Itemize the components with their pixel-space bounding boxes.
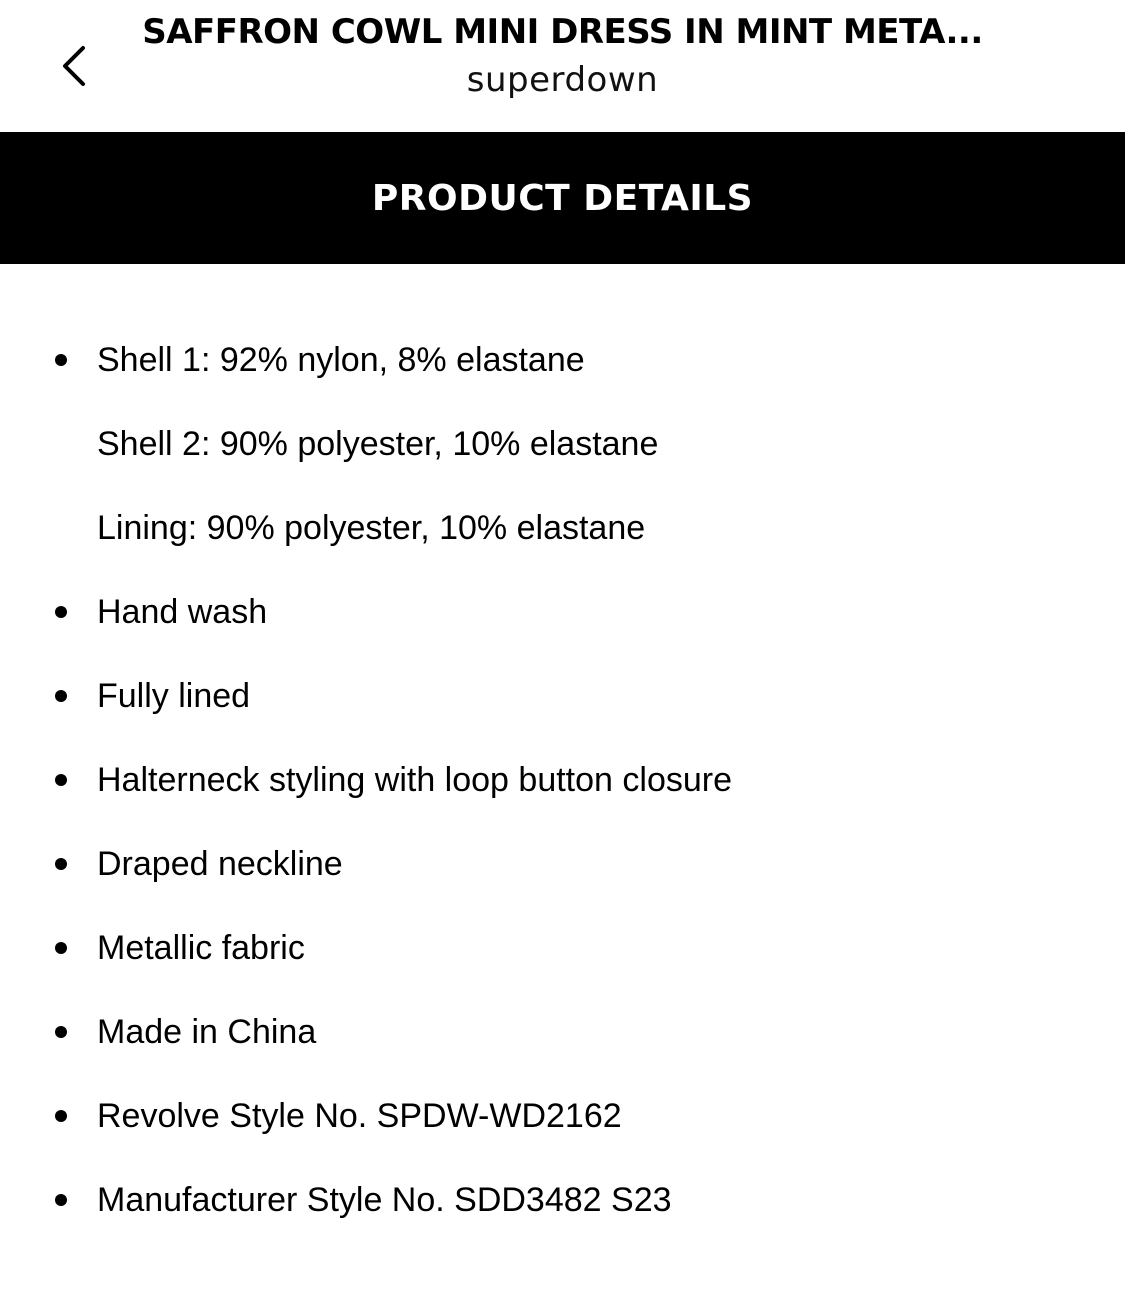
list-item xyxy=(0,1074,1125,1158)
detail-text: Draped neckline xyxy=(97,845,343,883)
list-item xyxy=(0,906,1125,990)
bullet-icon xyxy=(55,858,67,870)
bullet-icon xyxy=(55,606,67,618)
list-item xyxy=(0,1158,1125,1242)
list-item xyxy=(0,822,1125,906)
detail-text: Shell 2: 90% polyester, 10% elastane xyxy=(97,425,659,463)
bullet-icon xyxy=(55,354,67,366)
bullet-icon xyxy=(55,1194,67,1206)
list-item xyxy=(0,570,1125,654)
list-item xyxy=(0,654,1125,738)
product-title: SAFFRON COWL MINI DRESS IN MINT META... xyxy=(142,12,983,52)
bullet-icon xyxy=(55,942,67,954)
list-item xyxy=(0,318,1125,402)
title-block xyxy=(130,10,995,106)
product-details-list xyxy=(0,318,1125,1242)
detail-text: Manufacturer Style No. SDD3482 S23 xyxy=(97,1181,672,1219)
bullet-icon xyxy=(55,1110,67,1122)
back-button[interactable] xyxy=(44,36,104,96)
detail-text: Made in China xyxy=(97,1013,317,1051)
detail-text: Hand wash xyxy=(97,593,268,631)
top-nav-header xyxy=(0,0,1125,132)
bullet-icon xyxy=(55,774,67,786)
detail-text: Lining: 90% polyester, 10% elastane xyxy=(97,509,646,547)
bullet-icon xyxy=(55,690,67,702)
list-item xyxy=(0,738,1125,822)
detail-text: Halterneck styling with loop button closure xyxy=(97,761,732,799)
list-item xyxy=(0,402,1125,486)
brand-name[interactable]: superdown xyxy=(466,60,659,100)
detail-text: Revolve Style No. SPDW-WD2162 xyxy=(97,1097,622,1135)
detail-text: Fully lined xyxy=(97,677,251,715)
chevron-left-icon xyxy=(59,44,89,88)
detail-text: Metallic fabric xyxy=(97,929,305,967)
detail-text: Shell 1: 92% nylon, 8% elastane xyxy=(97,341,585,379)
list-item xyxy=(0,486,1125,570)
product-details-header[interactable] xyxy=(0,132,1125,264)
section-title: PRODUCT DETAILS xyxy=(371,177,754,219)
bullet-icon xyxy=(55,1026,67,1038)
list-item xyxy=(0,990,1125,1074)
